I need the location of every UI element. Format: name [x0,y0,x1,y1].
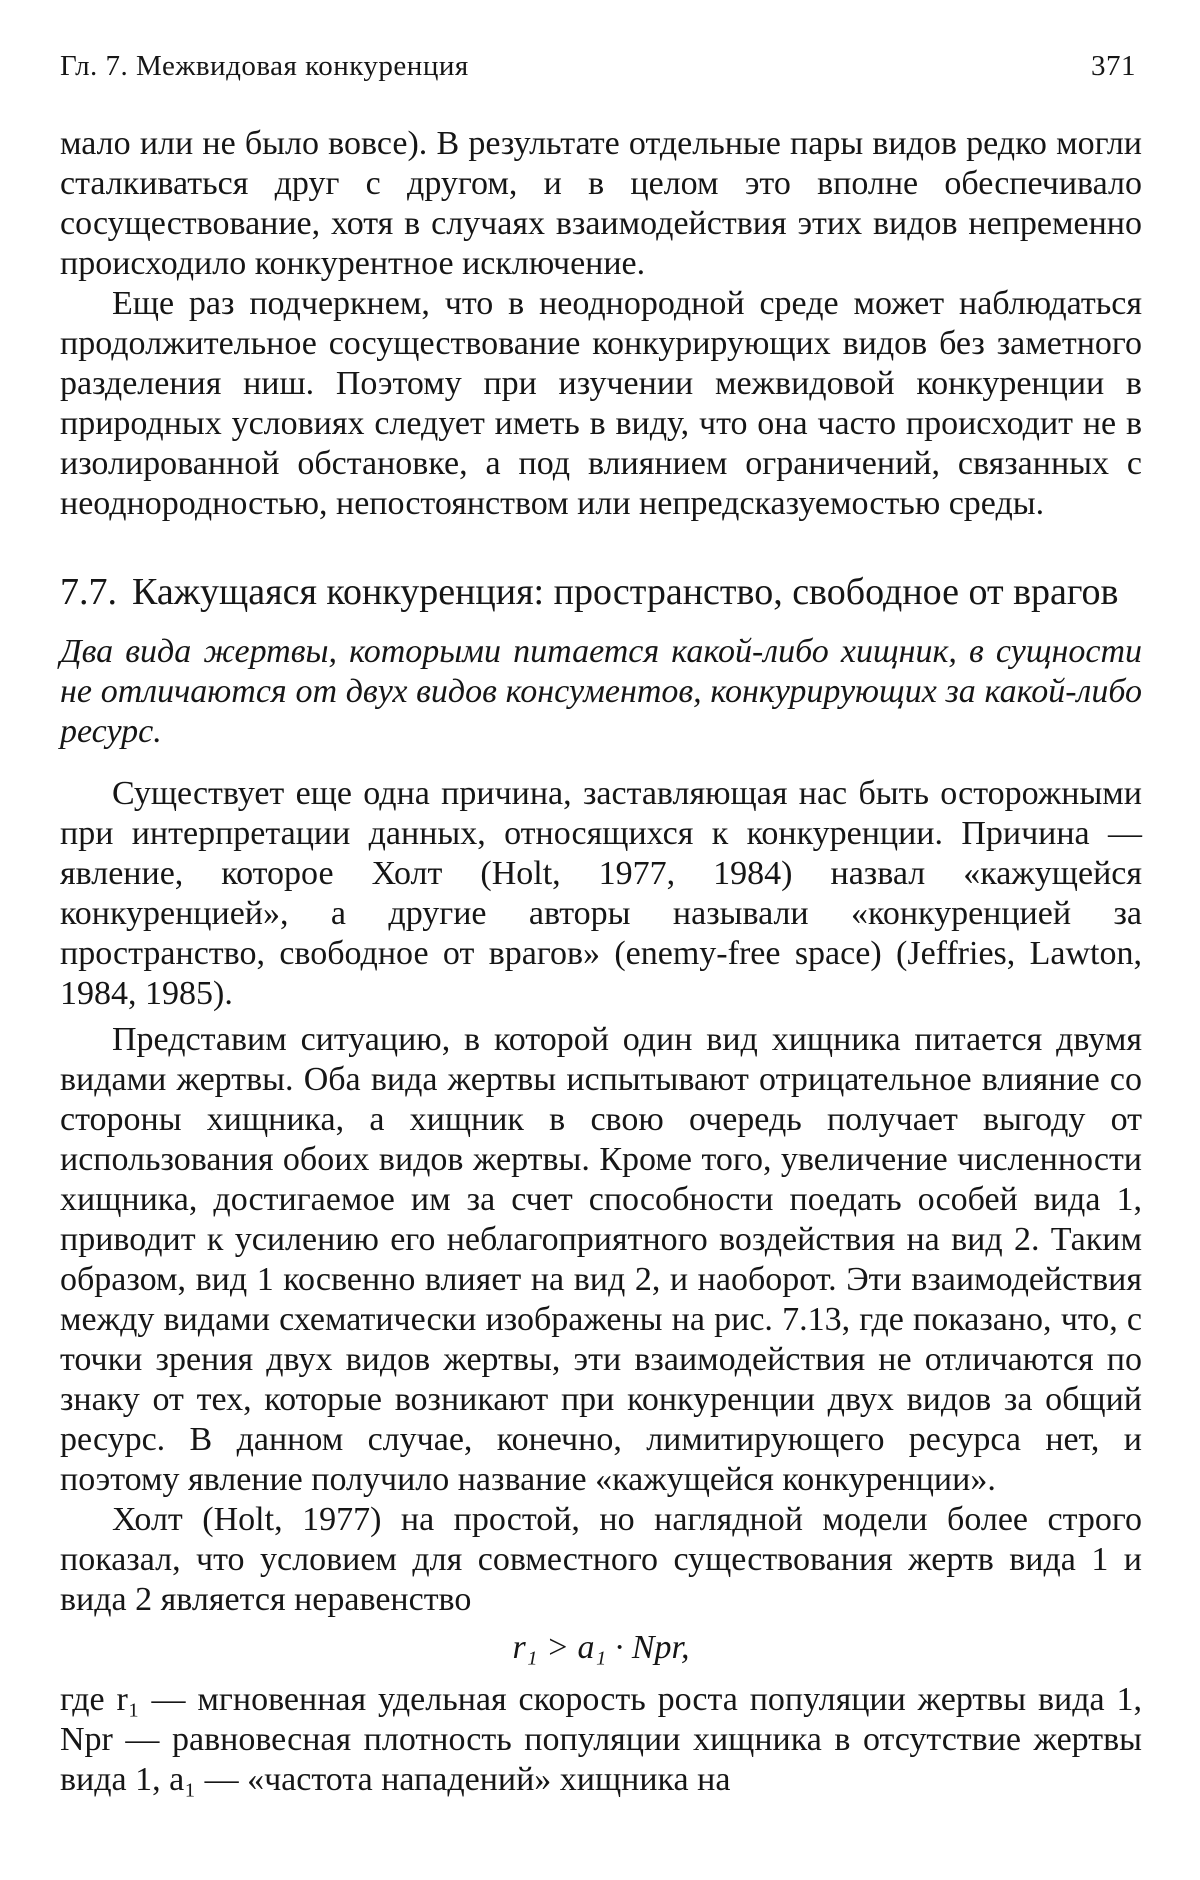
paragraph-4: Представим ситуацию, в которой один вид хищника питается двумя видами жертвы. Оба вида жертвы испытывают отрицательное влияние со стороны хищника, а хищник в свою очередь получает выгоду от использования обоих видов жертвы. Кроме того, увеличение численности хищника, достигаемое им за счет способности поедать особей вида 1, приводит к усилению его неблагоприятного воздействия на вид 2. Таким образом, вид 1 косвенно влияет на вид 2, и наоборот. Эти взаимодействия между видами схематически изображены на рис. 7.13, где показано, что, с точки зрения двух видов жертвы, эти взаимодействия не отличаются по знаку от тех, которые возникают при конкуренции двух видов за общий ресурс. В данном случае, конечно, лимитирующего ресурса нет, и поэтому явление получило название «кажущейся конкуренции». [60,1021,1142,1498]
section-heading [60,570,1142,614]
paragraph-2: Еще раз подчеркнем, что в неоднородной среде может наблюдаться продолжительное сосуществование конкурирующих видов без заметного разделения ниш. Поэтому при изучении межвидовой конкуренции в природных условиях следует иметь в виду, что она часто происходит не в изолированной обстановке, а под влиянием ограничений, связанных с неоднородностью, непостоянством или непредсказуемостью среды. [60,285,1142,522]
section-title: Кажущаяся конкуренция: пространство, свободное от врагов [132,571,1119,613]
paragraph-3: Существует еще одна причина, заставляющая нас быть осторожными при интерпретации данных, относящихся к конкуренции. Причина — явление, которое Холт (Holt, 1977, 1984) назвал «кажущейся конкуренцией», а другие авторы называли «конкуренцией за пространство, свободное от врагов» (enemy-free space) (Jeffries, Lawton, 1984, 1985). [60,775,1142,1012]
running-head [60,50,1136,83]
paragraph-1: мало или не было вовсе). В результате отдельные пары видов редко могли сталкиваться друг с другом, и в целом это вполне обеспечивало сосуществование, хотя в случаях взаимодействия этих видов непременно происходило конкурентное исключение. [60,125,1142,282]
section-number: 7.7. [60,571,117,613]
chapter-title: Гл. 7. Межвидовая конкуренция [60,50,469,82]
page-number: 371 [1091,50,1136,82]
paragraph-5: Холт (Holt, 1977) на простой, но наглядной модели более строго показал, что условием для совместного существования жертв вида 1 и вида 2 является неравенство [60,1501,1142,1618]
paragraph-6: где r₁ — мгновенная удельная скорость роста популяции жертвы вида 1, Npr — равновесная плотность популяции хищника в отсутствие жертвы вида 1, a₁ — «частота нападений» хищника на [60,1681,1142,1798]
inequality-formula: r₁ > a₁ · Npr, [512,1629,690,1666]
page-body [60,124,1142,1800]
section-lead: Два вида жертвы, которыми питается какой-либо хищник, в сущности не отличаются от двух видов консументов, конкурирующих за какой-либо ресурс. [60,633,1142,750]
